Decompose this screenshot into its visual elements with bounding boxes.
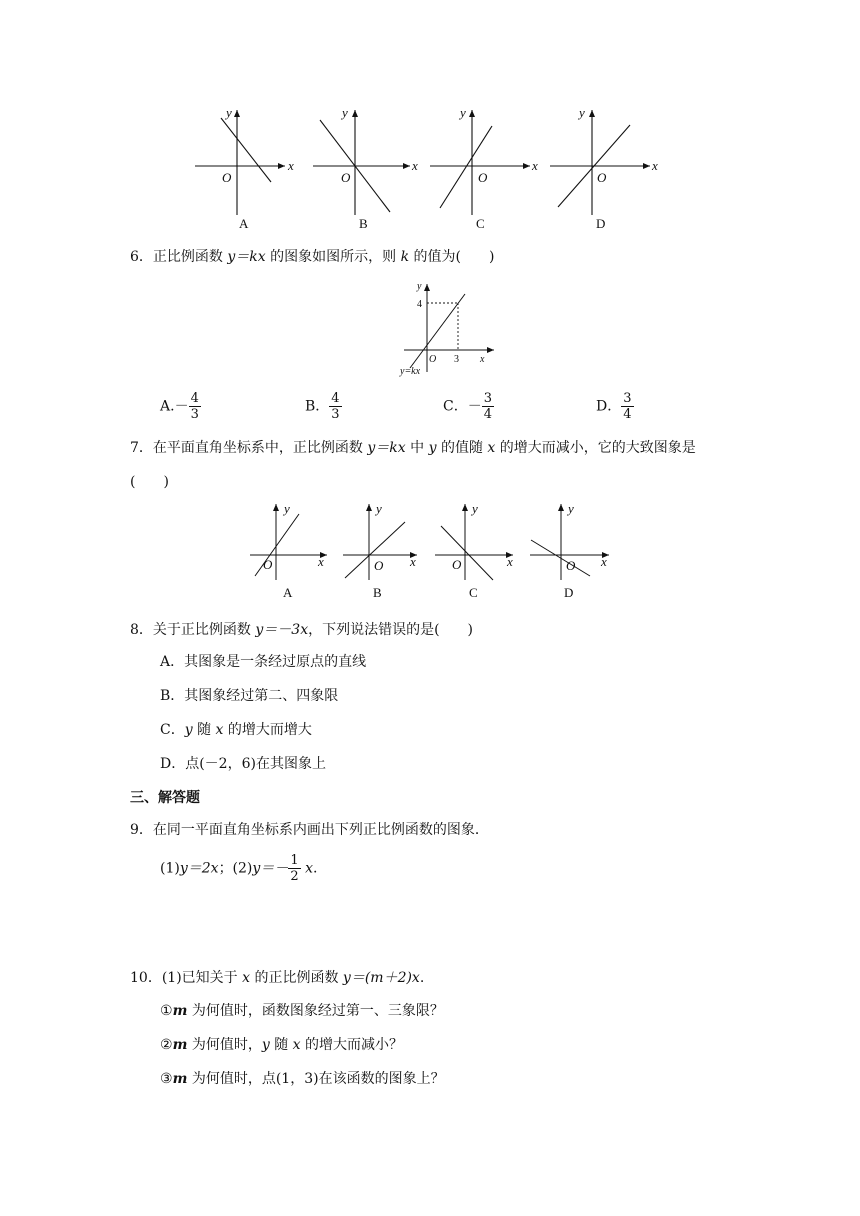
- graph-c-line: [440, 126, 492, 208]
- q7-graph-d: [530, 501, 609, 600]
- svg-text:O: O: [263, 557, 273, 572]
- q6-tick-y: 4: [417, 299, 422, 310]
- q6-choice-b[interactable]: B． $\frac{4}{3}$: [305, 391, 340, 422]
- q6-choice-c[interactable]: C．－ $\frac{3}{4}$: [443, 391, 492, 422]
- q6-tick-x: 3: [454, 354, 459, 365]
- q8-choice-b[interactable]: B．其图象经过第二、四象限: [160, 688, 339, 704]
- svg-text:O: O: [478, 170, 488, 185]
- svg-text:y: y: [226, 105, 232, 120]
- top-graph-a-label: A: [239, 216, 249, 231]
- q7-graph-b: [343, 501, 417, 600]
- svg-text:O: O: [222, 170, 232, 185]
- svg-text:y: y: [376, 501, 382, 516]
- svg-text:x: x: [601, 554, 607, 569]
- q6-stem: 6．正比例函数 y＝kx 的图象如图所示，则 k 的值为( ): [130, 249, 495, 265]
- q7-graph-b-label: B: [373, 585, 382, 600]
- svg-text:x: x: [480, 354, 485, 365]
- q7-graphs-figure: [245, 500, 620, 605]
- q8-choice-d[interactable]: D．点(－2，6)在其图象上: [160, 756, 326, 772]
- svg-text:y: y: [342, 105, 348, 120]
- q10-sub3: ③m 为何值时，点(1，3)在该函数的图象上？: [160, 1071, 445, 1087]
- svg-text:x: x: [652, 158, 658, 173]
- q6-choice-a[interactable]: A.－ $\frac{4}{3}$: [160, 391, 199, 422]
- svg-text:y: y: [579, 105, 585, 120]
- q8-choice-a[interactable]: A．其图象是一条经过原点的直线: [160, 654, 367, 670]
- q9-stem: 9．在同一平面直角坐标系内画出下列正比例函数的图象．: [130, 822, 489, 838]
- top-graph-d-label: D: [596, 216, 606, 231]
- top-graph-b-label: B: [359, 216, 368, 231]
- svg-text:y: y: [460, 105, 466, 120]
- q7-stem: 7．在平面直角坐标系中，正比例函数 y＝kx 中 y 的值随 x 的增大而减小，它的大致图象是: [130, 440, 696, 456]
- q10-sub2: ②m 为何值时，y 随 x 的增大而减小？: [160, 1037, 404, 1053]
- top-graphs-figure: [190, 100, 670, 235]
- svg-text:x: x: [318, 554, 324, 569]
- q10-sub1: ①m 为何值时，函数图象经过第一、三象限？: [160, 1003, 444, 1019]
- top-graph-c-label: C: [476, 216, 485, 231]
- svg-text:O: O: [597, 170, 607, 185]
- q8-choice-c[interactable]: C．y 随 x 的增大而增大: [160, 722, 312, 738]
- svg-text:x: x: [410, 554, 416, 569]
- svg-text:O: O: [341, 170, 351, 185]
- svg-text:x: x: [507, 554, 513, 569]
- top-graph-c: [430, 105, 538, 231]
- q7-graph-c: [435, 501, 513, 600]
- svg-text:O: O: [452, 557, 462, 572]
- q10-stem: 10．(1)已知关于 x 的正比例函数 y＝(m＋2)x.: [130, 970, 425, 986]
- q7-graph-a-line: [255, 514, 299, 576]
- q6-choice-d[interactable]: D． $\frac{3}{4}$: [596, 391, 632, 422]
- top-graph-a: [195, 105, 294, 231]
- svg-text:y: y: [284, 501, 290, 516]
- svg-text:y: y: [417, 281, 422, 292]
- svg-text:x: x: [288, 158, 294, 173]
- svg-text:x: x: [532, 158, 538, 173]
- q7-graph-a-label: A: [283, 585, 293, 600]
- q7-paren: ( ): [130, 474, 169, 490]
- q9-functions: (1)y＝2x；(2)y＝－ $\frac{1}{2}$ x.: [160, 853, 318, 884]
- q7-graph-d-label: D: [564, 585, 574, 600]
- svg-text:x: x: [412, 158, 418, 173]
- q7-graph-c-label: C: [469, 585, 478, 600]
- svg-text:O: O: [566, 558, 576, 573]
- svg-text:O: O: [374, 558, 384, 573]
- q6-graph: [396, 280, 496, 378]
- svg-text:y: y: [568, 501, 574, 516]
- top-graph-b: [313, 105, 418, 231]
- q6-func-label: y=kx: [400, 366, 421, 377]
- q8-stem: 8．关于正比例函数 y＝－3x，下列说法错误的是( ): [130, 622, 474, 638]
- svg-text:O: O: [429, 354, 437, 365]
- svg-text:y: y: [472, 501, 478, 516]
- q7-graph-c-line: [441, 526, 493, 580]
- section-heading: 三、解答题: [130, 790, 200, 806]
- q7-graph-a: [250, 501, 327, 600]
- top-graph-d: [550, 105, 658, 231]
